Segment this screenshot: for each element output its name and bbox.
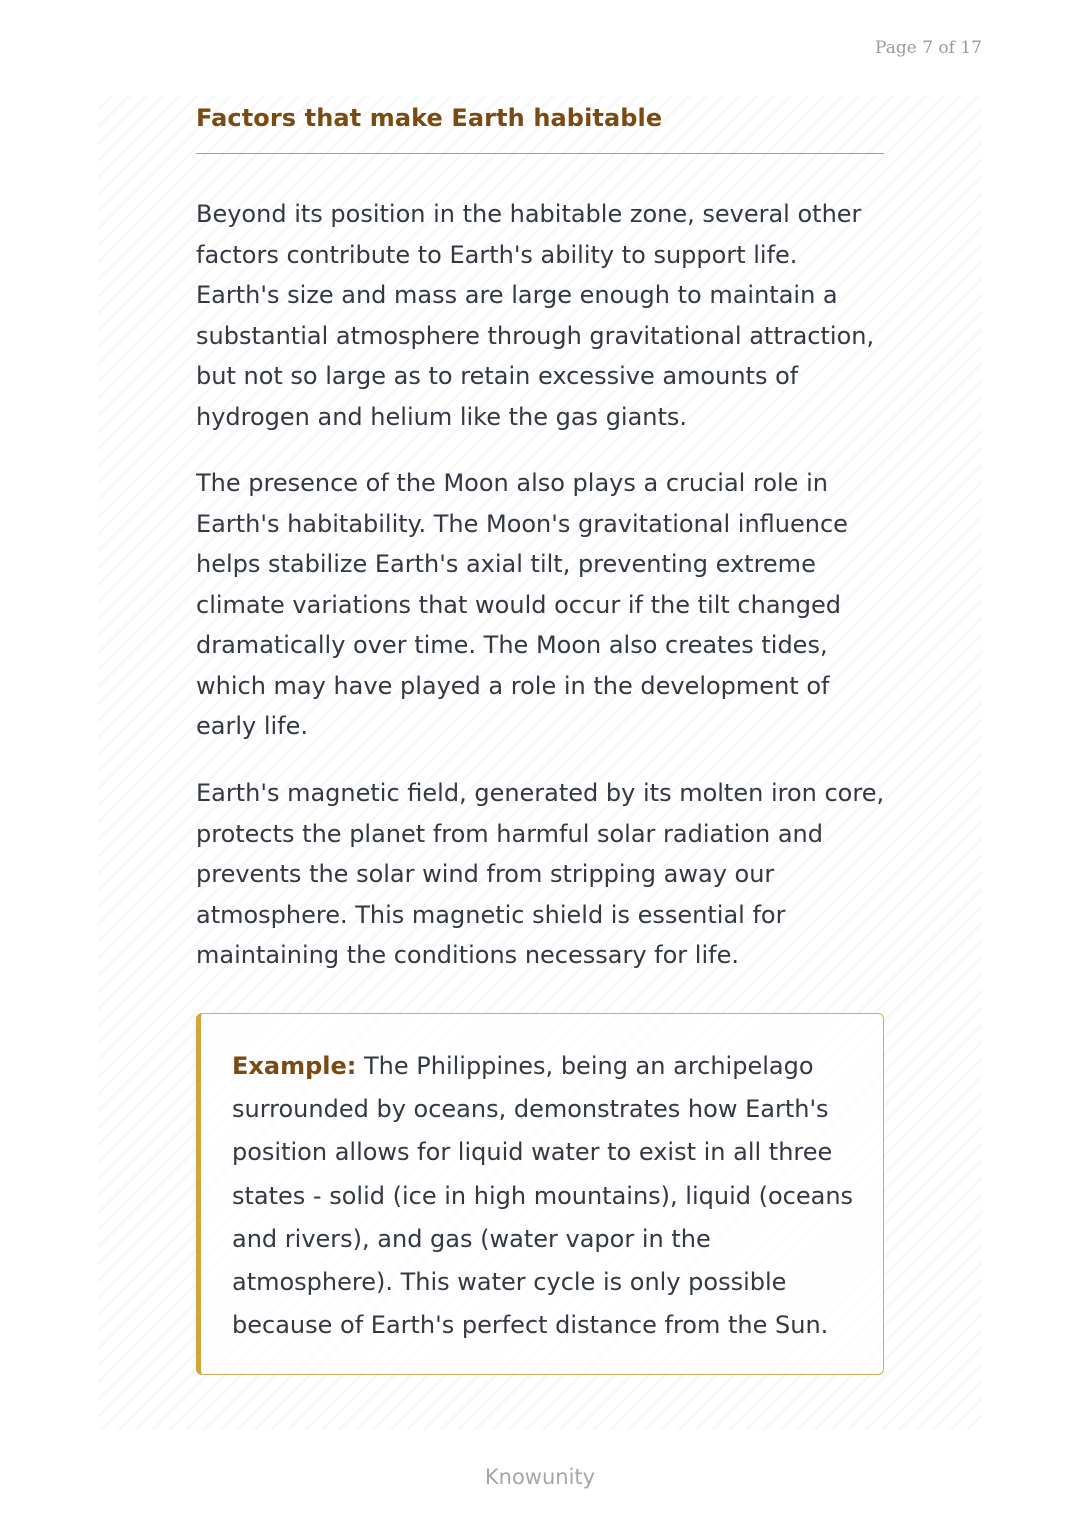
example-body: The Philippines, being an archipelago surrounded by oceans, demonstrates how Earth's position allows for liquid water to exist in all three states - solid (ice in high mountains), liquid (oceans and rivers), and gas (water vapor in the atmosphere). This water cycle is only possible because of Earth's perfect distance from the Sun. [232,1052,854,1340]
paragraph-magnetic-field: Earth's magnetic field, generated by its molten iron core, protects the planet from harmful solar radiation and prevents the solar wind from stripping away our atmosphere. This magnetic shield is essential for maintaining the conditions necessary for life. [196,779,885,969]
example-label: Example: [232,1052,357,1080]
example-callout [196,1013,884,1375]
heading-divider [196,153,884,154]
page-number: Page 7 of 17 [875,38,982,58]
paragraph-moon-role: The presence of the Moon also plays a crucial role in Earth's habitability. The Moon's gravitational influence helps stabilize Earth's axial tilt, preventing extreme climate variations that would occur if the tilt changed dramatically over time. The Moon also creates tides, which may have played a role in the development of early life. [196,469,848,740]
example-text [232,1045,862,1347]
paragraph-habitable-zone-factors: Beyond its position in the habitable zone, several other factors contribute to Earth's ability to support life. Earth's size and mass are large enough to maintain a substantial atmosphere through gravitational attraction, but not so large as to retain excessive amounts of hydrogen and helium like the gas giants. [196,200,875,431]
footer-brand: Knowunity [484,1465,596,1489]
section-heading: Factors that make Earth habitable [196,104,663,132]
